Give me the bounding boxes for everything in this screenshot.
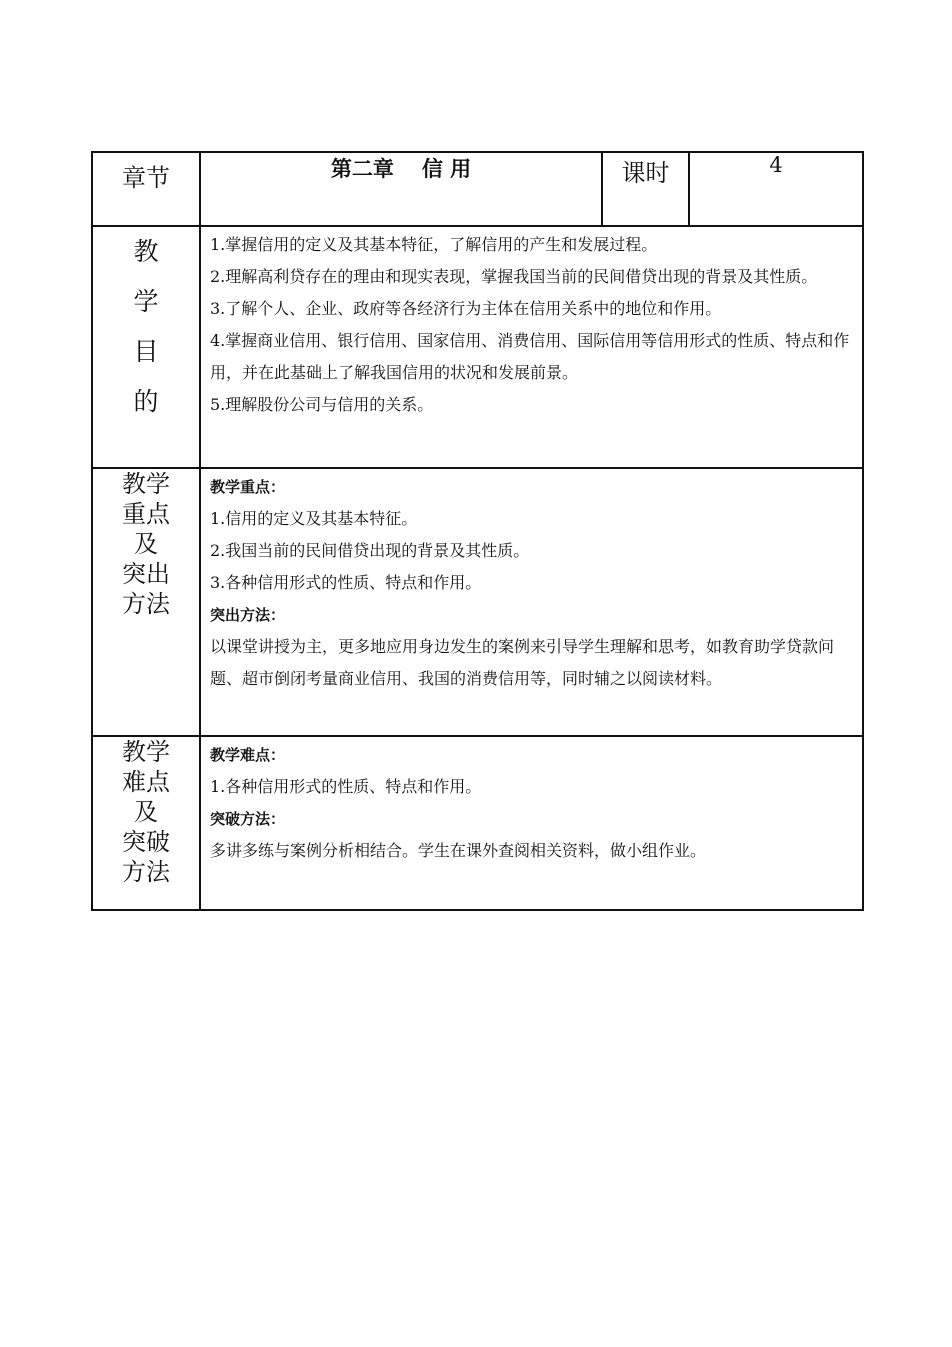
key-points-label: [92, 468, 200, 736]
objective-item: 1.掌握信用的定义及其基本特征，了解信用的产生和发展过程。: [210, 235, 658, 254]
objective-item: 4.掌握商业信用、银行信用、国家信用、消费信用、国际信用等信用形式的性质、特点和作用，并在此基础上了解我国信用的状况和发展前景。: [210, 331, 850, 382]
objectives-row: [92, 226, 863, 468]
key-points-label-line: 重点: [122, 500, 170, 528]
lesson-plan-table: [91, 151, 864, 911]
difficulties-row: [92, 736, 863, 910]
difficulty-item: 1.各种信用形式的性质、特点和作用。: [210, 777, 482, 796]
key-points-heading: 教学重点：: [210, 478, 286, 496]
difficulties-label: [92, 736, 200, 910]
objectives-label-char: 的: [133, 387, 159, 416]
key-point-item: 3.各种信用形式的性质、特点和作用。: [210, 573, 482, 592]
difficulties-label-line: 教学: [122, 738, 170, 766]
objective-item: 3.了解个人、企业、政府等各经济行为主体在信用关系中的地位和作用。: [210, 299, 722, 318]
emphasis-method-text: 以课堂讲授为主，更多地应用身边发生的案例来引导学生理解和思考，如教育助学贷款问题、超市倒闭考量商业信用、我国的消费信用等，同时辅之以阅读材料。: [210, 637, 835, 688]
emphasis-method-heading: 突出方法：: [210, 606, 286, 624]
objectives-label-char: 目: [133, 337, 159, 366]
header-row: [92, 152, 863, 226]
difficulties-heading: 教学难点：: [210, 746, 286, 764]
difficulties-label-line: 及: [134, 798, 158, 826]
difficulties-label-line: 难点: [122, 768, 170, 796]
objective-item: 2.理解高利贷存在的理由和现实表现，掌握我国当前的民间借贷出现的背景及其性质。: [210, 267, 818, 286]
objectives-label-char: 学: [133, 287, 159, 316]
breakthrough-method-heading: 突破方法：: [210, 810, 286, 828]
chapter-number: 第二章: [330, 156, 394, 181]
key-points-label-line: 教学: [122, 470, 170, 498]
key-points-label-line: 突出: [122, 560, 170, 588]
key-points-row: [92, 468, 863, 736]
chapter-label: 章节: [122, 164, 170, 192]
objectives-label-char: 教: [133, 237, 159, 266]
key-points-content: [200, 468, 863, 736]
chapter-name: 信 用: [421, 156, 472, 181]
hours-value: 4: [689, 152, 863, 226]
hours-label: 课时: [602, 152, 689, 226]
difficulties-label-line: 方法: [122, 858, 170, 886]
objectives-label: [92, 226, 200, 468]
key-points-label-line: 方法: [122, 590, 170, 618]
breakthrough-method-text: 多讲多练与案例分析相结合。学生在课外查阅相关资料，做小组作业。: [210, 841, 707, 860]
chapter-label-cell: [92, 152, 200, 226]
chapter-title: [200, 152, 602, 226]
difficulties-content: [200, 736, 863, 910]
key-point-item: 1.信用的定义及其基本特征。: [210, 509, 418, 528]
objective-item: 5.理解股份公司与信用的关系。: [210, 395, 434, 414]
objectives-content: [200, 226, 863, 468]
key-point-item: 2.我国当前的民间借贷出现的背景及其性质。: [210, 541, 530, 560]
difficulties-label-line: 突破: [122, 828, 170, 856]
key-points-label-line: 及: [134, 530, 158, 558]
